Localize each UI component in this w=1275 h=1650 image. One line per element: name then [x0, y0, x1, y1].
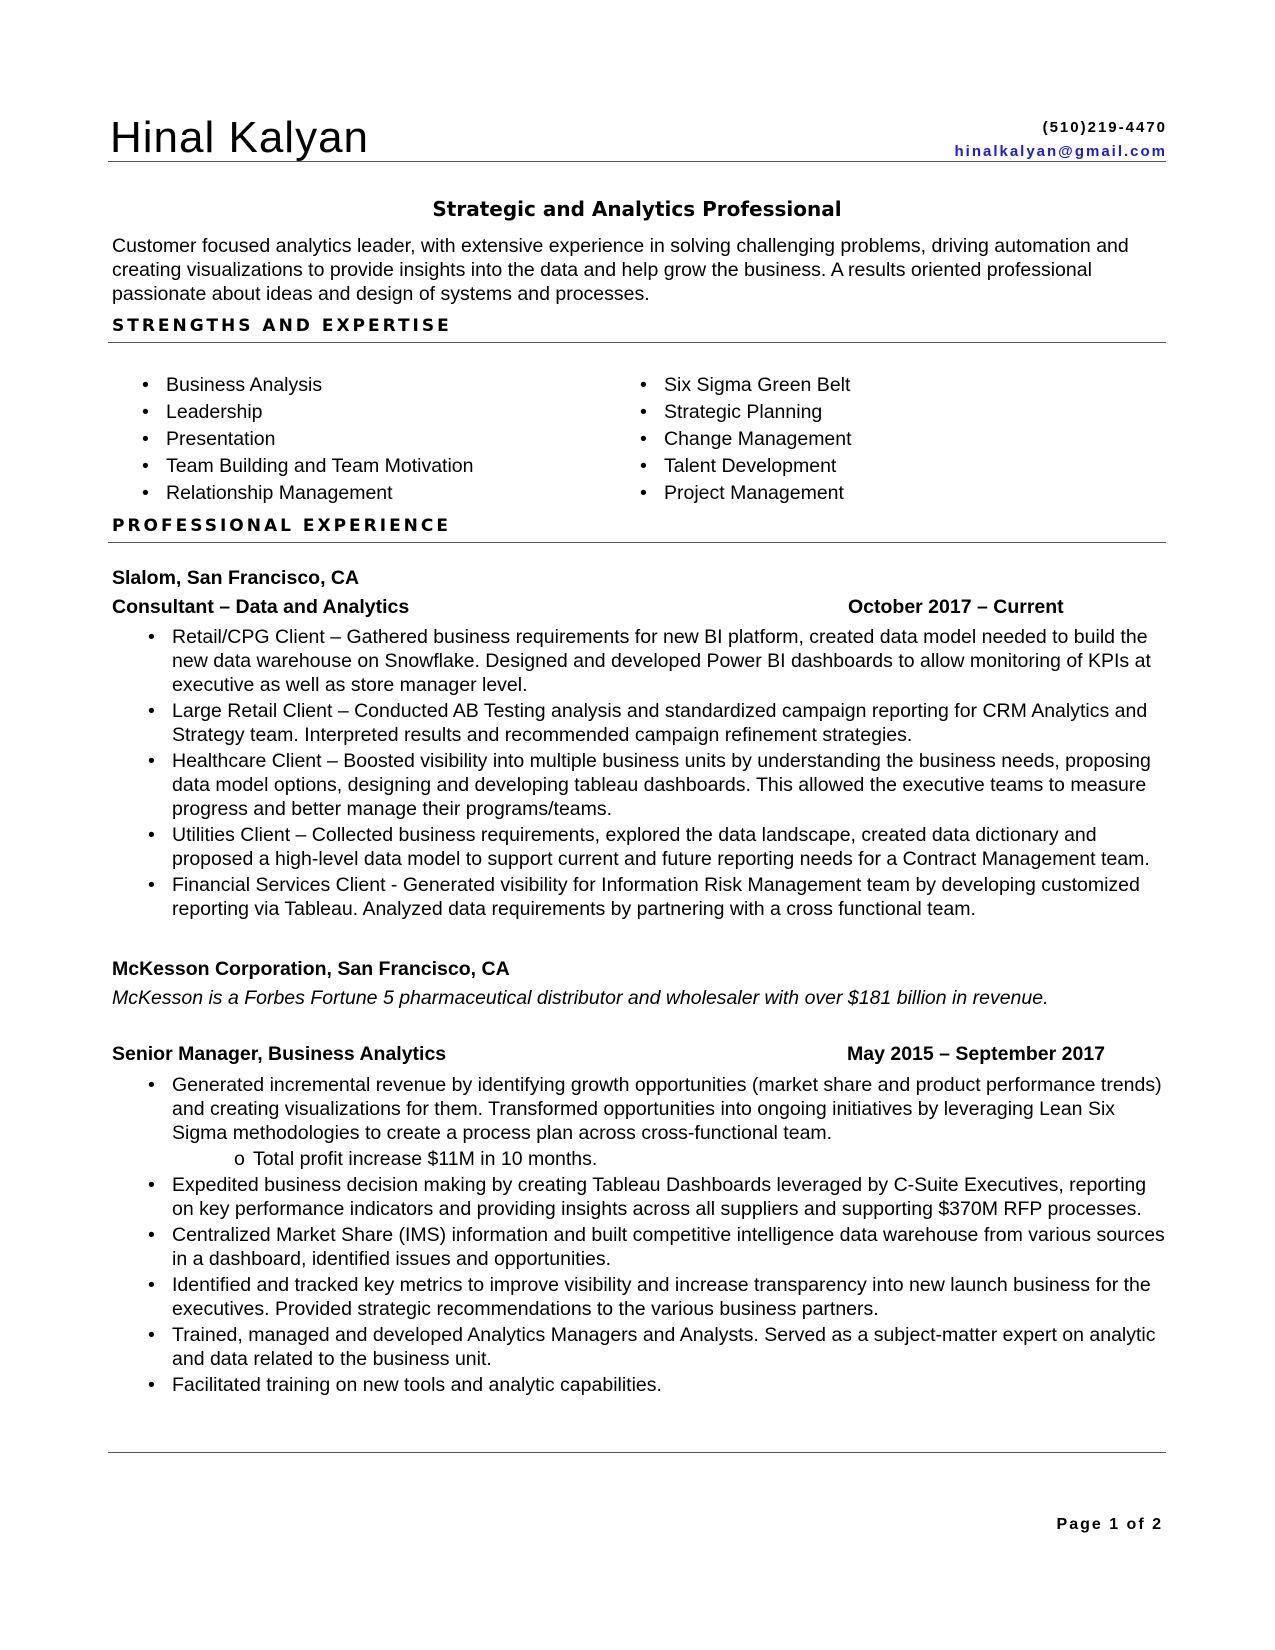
candidate-name: Hinal Kalyan [110, 113, 370, 162]
page-number: Page 1 of 2 [1056, 1516, 1163, 1533]
role-title: Consultant – Data and Analytics [112, 596, 410, 618]
list-item: • Strategic Planning [640, 399, 852, 426]
job-role [112, 595, 1162, 619]
role-dates: May 2015 – September 2017 [847, 1043, 1105, 1065]
footer-divider [108, 1452, 1166, 1453]
list-item: • Identified and tracked key metrics to improve visibility and increase transparency into new launch business for the executives. Provided strategic recommendations to the various business partners. [148, 1273, 1168, 1321]
job-bullets [148, 625, 1168, 923]
list-item: • Large Retail Client – Conducted AB Testing analysis and standardized campaign reporting for CRM Analytics and Strategy team. Interpreted results and recommended campaign refinement strategies. [148, 699, 1168, 747]
list-item: • Expedited business decision making by creating Tableau Dashboards leveraged by C-Suite Executives, reporting on key performance indicators and providing insights across all suppliers and supporting $370M RFP processes. [148, 1173, 1168, 1221]
list-item: • Utilities Client – Collected business requirements, explored the data landscape, created data dictionary and proposed a high-level data model to support current and future reporting needs for a Contract Management team. [148, 823, 1168, 871]
role-dates: October 2017 – Current [848, 596, 1064, 618]
list-item: • Healthcare Client – Boosted visibility into multiple business units by understanding the business needs, proposing data model options, designing and developing tableau dashboards. This allowed the executive teams to measure progress and better manage their programs/teams. [148, 749, 1168, 821]
company-description: McKesson is a Forbes Fortune 5 pharmaceutical distributor and wholesaler with over $181 billion in revenue. [112, 987, 1049, 1009]
summary-paragraph: Customer focused analytics leader, with extensive experience in solving challenging problems, driving automation and creating visualizations to provide insights into the data and help grow the business. A results oriented professional passionate about ideas and design of systems and processes. [112, 235, 1129, 305]
list-item: • Leadership [142, 399, 473, 426]
list-item: • Financial Services Client - Generated visibility for Information Risk Management team by developing customized reporting via Tableau. Analyzed data requirements by partnering with a cross functional team. [148, 873, 1168, 921]
list-item: • Facilitated training on new tools and analytic capabilities. [148, 1373, 1168, 1397]
professional-headline: Strategic and Analytics Professional [432, 197, 842, 221]
contact-block [954, 116, 1167, 164]
company-name: McKesson Corporation, San Francisco, CA [112, 958, 510, 980]
header-divider [108, 161, 1166, 162]
experience-divider [108, 542, 1166, 543]
strengths-divider [108, 342, 1166, 343]
phone-number: (510)219-4470 [1042, 119, 1167, 136]
list-item: • Trained, managed and developed Analytics Managers and Analysts. Served as a subject-matter expert on analytic and data related to the business unit. [148, 1323, 1168, 1371]
list-item: • Talent Development [640, 453, 852, 480]
strengths-list-right [640, 372, 852, 507]
role-title: Senior Manager, Business Analytics [112, 1043, 447, 1065]
list-item: • Six Sigma Green Belt [640, 372, 852, 399]
strengths-list-left [142, 372, 473, 507]
section-title-strengths: STRENGTHS AND EXPERTISE [112, 316, 452, 336]
list-item: • Relationship Management [142, 480, 473, 507]
list-item: • Retail/CPG Client – Gathered business requirements for new BI platform, created data model needed to build the new data warehouse on Snowflake. Designed and developed Power BI dashboards to allow monitoring of KPIs at executive as well as store manager level. [148, 625, 1168, 697]
sub-list-item: o Total profit increase $11M in 10 months. [148, 1147, 1168, 1171]
list-item: • Team Building and Team Motivation [142, 453, 473, 480]
job-bullets [148, 1073, 1168, 1399]
list-item: • Business Analysis [142, 372, 473, 399]
list-item: • Presentation [142, 426, 473, 453]
list-item: • Change Management [640, 426, 852, 453]
list-item: • Project Management [640, 480, 852, 507]
email-link[interactable]: hinalkalyan@gmail.com [954, 143, 1167, 160]
company-name: Slalom, San Francisco, CA [112, 567, 360, 589]
list-item: • Generated incremental revenue by identifying growth opportunities (market share and product performance trends) and creating visualizations for them. Transformed opportunities into ongoing initiatives by leveraging Lean Six Sigma methodologies to create a process plan across cross-functional team. [148, 1073, 1168, 1145]
section-title-experience: PROFESSIONAL EXPERIENCE [112, 516, 451, 536]
list-item: • Centralized Market Share (IMS) information and built competitive intelligence data warehouse from various sources in a dashboard, identified issues and opportunities. [148, 1223, 1168, 1271]
job-role [112, 1042, 1162, 1066]
